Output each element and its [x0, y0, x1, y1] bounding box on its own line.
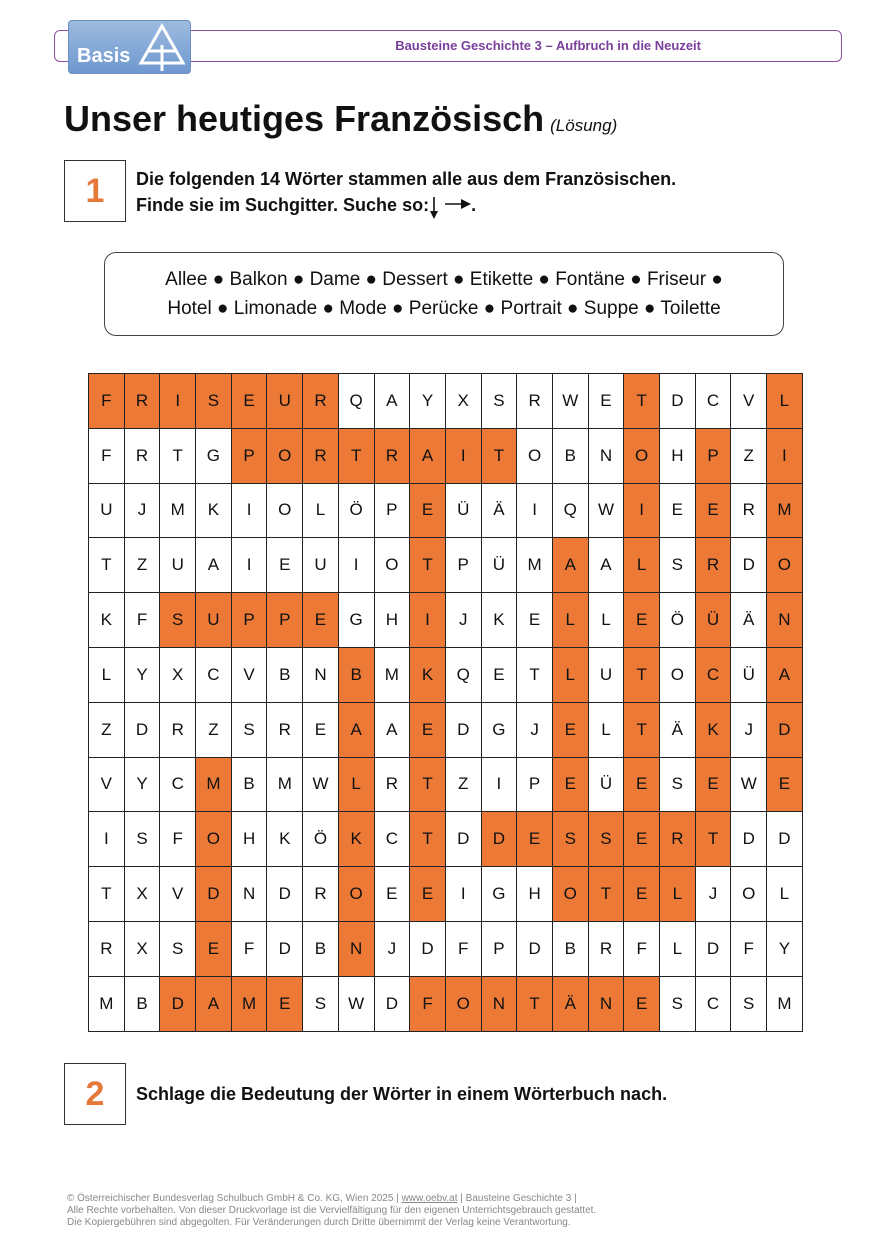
grid-cell: K — [338, 812, 374, 867]
grid-cell: E — [695, 757, 731, 812]
grid-cell: X — [445, 374, 481, 429]
grid-cell: F — [89, 374, 125, 429]
grid-cell: D — [695, 921, 731, 976]
grid-cell: A — [196, 538, 232, 593]
grid-cell: O — [767, 538, 803, 593]
task-1-number: 1 — [64, 160, 126, 222]
grid-cell: B — [552, 921, 588, 976]
grid-cell: M — [767, 976, 803, 1031]
grid-cell: I — [767, 428, 803, 483]
grid-cell: A — [552, 538, 588, 593]
grid-cell: P — [374, 483, 410, 538]
grid-cell: G — [196, 428, 232, 483]
grid-cell: Ü — [481, 538, 517, 593]
footer-line-1 — [67, 1193, 827, 1205]
grid-row — [89, 428, 803, 483]
grid-cell: E — [624, 812, 660, 867]
grid-cell: E — [767, 757, 803, 812]
grid-cell: S — [303, 976, 339, 1031]
grid-cell: D — [196, 867, 232, 922]
grid-cell: Q — [338, 374, 374, 429]
grid-cell: J — [445, 593, 481, 648]
grid-cell: I — [517, 483, 553, 538]
grid-cell: W — [588, 483, 624, 538]
grid-cell: Y — [124, 757, 160, 812]
grid-cell: A — [410, 428, 446, 483]
grid-cell: I — [231, 483, 267, 538]
grid-cell: F — [160, 812, 196, 867]
grid-row — [89, 483, 803, 538]
grid-cell: I — [410, 593, 446, 648]
grid-cell: K — [89, 593, 125, 648]
grid-cell: S — [124, 812, 160, 867]
grid-cell: D — [160, 976, 196, 1031]
task-1-text — [136, 166, 676, 219]
grid-cell: E — [303, 593, 339, 648]
basis-logo — [68, 20, 191, 74]
grid-row — [89, 538, 803, 593]
grid-cell: Y — [410, 374, 446, 429]
grid-cell: R — [303, 374, 339, 429]
grid-row — [89, 702, 803, 757]
grid-cell: T — [160, 428, 196, 483]
grid-cell: Ö — [660, 593, 696, 648]
grid-cell: V — [731, 374, 767, 429]
grid-cell: C — [374, 812, 410, 867]
grid-cell: P — [267, 593, 303, 648]
grid-cell: M — [517, 538, 553, 593]
grid-cell: T — [624, 647, 660, 702]
grid-cell: D — [731, 812, 767, 867]
grid-cell: D — [410, 921, 446, 976]
grid-cell: Q — [552, 483, 588, 538]
grid-cell: J — [374, 921, 410, 976]
grid-cell: F — [445, 921, 481, 976]
grid-cell: N — [588, 428, 624, 483]
grid-cell: T — [410, 538, 446, 593]
grid-cell: N — [481, 976, 517, 1031]
grid-cell: I — [338, 538, 374, 593]
grid-cell: D — [374, 976, 410, 1031]
grid-cell: E — [481, 647, 517, 702]
grid-cell: T — [588, 867, 624, 922]
grid-cell: U — [267, 374, 303, 429]
grid-cell: X — [124, 867, 160, 922]
grid-cell: O — [731, 867, 767, 922]
logo-text: Basis — [77, 45, 131, 67]
grid-cell: H — [374, 593, 410, 648]
arrow-right-icon — [445, 198, 471, 210]
grid-cell: R — [660, 812, 696, 867]
word-list-line-1: Allee ● Balkon ● Dame ● Dessert ● Etikette ● Fontäne ● Friseur ● — [165, 269, 723, 290]
grid-cell: D — [267, 921, 303, 976]
grid-cell: Z — [196, 702, 232, 757]
grid-cell: F — [731, 921, 767, 976]
grid-cell: N — [231, 867, 267, 922]
footer — [67, 1193, 827, 1229]
grid-cell: C — [695, 976, 731, 1031]
grid-cell: N — [338, 921, 374, 976]
grid-cell: D — [767, 702, 803, 757]
grid-cell: S — [160, 593, 196, 648]
grid-cell: F — [231, 921, 267, 976]
page-subtitle: (Lösung) — [550, 116, 618, 135]
grid-cell: R — [588, 921, 624, 976]
grid-cell: Ö — [338, 483, 374, 538]
grid-cell: D — [517, 921, 553, 976]
grid-row — [89, 647, 803, 702]
grid-cell: U — [303, 538, 339, 593]
grid-cell: H — [517, 867, 553, 922]
grid-cell: Ä — [481, 483, 517, 538]
grid-cell: U — [89, 483, 125, 538]
grid-row — [89, 867, 803, 922]
grid-cell: I — [445, 867, 481, 922]
triangle-logo-icon — [137, 23, 187, 73]
grid-cell: Ü — [695, 593, 731, 648]
grid-cell: E — [410, 867, 446, 922]
grid-cell: R — [124, 428, 160, 483]
grid-cell: U — [160, 538, 196, 593]
header-title: Bausteine Geschichte 3 – Aufbruch in die Neuzeit — [395, 38, 701, 53]
grid-cell: A — [338, 702, 374, 757]
grid-cell: O — [445, 976, 481, 1031]
footer-copyright: © Österreichischer Bundesverlag Schulbuch GmbH & Co. KG, Wien 2025 | — [67, 1193, 402, 1204]
grid-cell: B — [303, 921, 339, 976]
grid-row — [89, 812, 803, 867]
footer-line-3: Die Kopiergebühren sind abgegolten. Für Veränderungen durch Dritte übernimmt der Verlag keine Verantwortung. — [67, 1217, 571, 1228]
grid-cell: D — [267, 867, 303, 922]
grid-cell: F — [410, 976, 446, 1031]
grid-cell: I — [231, 538, 267, 593]
grid-cell: O — [374, 538, 410, 593]
grid-cell: F — [89, 428, 125, 483]
grid-cell: P — [231, 428, 267, 483]
page-title-text: Unser heutiges Französisch — [64, 98, 545, 139]
task-2-text: Schlage die Bedeutung der Wörter in einem Wörterbuch nach. — [136, 1084, 668, 1104]
grid-cell: E — [624, 757, 660, 812]
grid-cell: I — [89, 812, 125, 867]
grid-cell: M — [89, 976, 125, 1031]
grid-cell: G — [481, 867, 517, 922]
grid-cell: O — [517, 428, 553, 483]
grid-cell: D — [445, 702, 481, 757]
grid-cell: R — [89, 921, 125, 976]
grid-cell: D — [731, 538, 767, 593]
grid-cell: J — [695, 867, 731, 922]
grid-cell: E — [303, 702, 339, 757]
grid-cell: C — [196, 647, 232, 702]
grid-cell: M — [231, 976, 267, 1031]
grid-cell: K — [481, 593, 517, 648]
grid-cell: R — [374, 428, 410, 483]
grid-cell: P — [695, 428, 731, 483]
grid-cell: K — [267, 812, 303, 867]
grid-cell: Z — [89, 702, 125, 757]
grid-cell: L — [767, 867, 803, 922]
grid-cell: A — [588, 538, 624, 593]
grid-cell: U — [196, 593, 232, 648]
grid-cell: X — [160, 647, 196, 702]
grid-cell: E — [552, 757, 588, 812]
grid-cell: O — [267, 428, 303, 483]
grid-cell: T — [481, 428, 517, 483]
task-1-line-2 — [136, 192, 676, 219]
grid-cell: O — [338, 867, 374, 922]
grid-cell: Ä — [552, 976, 588, 1031]
grid-cell: T — [517, 976, 553, 1031]
grid-cell: L — [624, 538, 660, 593]
grid-cell: S — [196, 374, 232, 429]
grid-cell: E — [231, 374, 267, 429]
grid-cell: O — [267, 483, 303, 538]
grid-cell: M — [160, 483, 196, 538]
grid-cell: A — [374, 702, 410, 757]
grid-cell: E — [695, 483, 731, 538]
grid-cell: W — [552, 374, 588, 429]
grid-cell: E — [374, 867, 410, 922]
grid-cell: J — [517, 702, 553, 757]
grid-cell: T — [624, 702, 660, 757]
grid-cell: Ä — [660, 702, 696, 757]
grid-cell: S — [231, 702, 267, 757]
grid-cell: L — [660, 921, 696, 976]
grid-cell: R — [517, 374, 553, 429]
grid-cell: D — [445, 812, 481, 867]
grid-cell: E — [660, 483, 696, 538]
grid-cell: H — [231, 812, 267, 867]
grid-cell: A — [196, 976, 232, 1031]
grid-cell: K — [196, 483, 232, 538]
grid-cell: C — [695, 647, 731, 702]
grid-cell: B — [231, 757, 267, 812]
grid-cell: S — [481, 374, 517, 429]
arrow-down-icon — [429, 197, 439, 219]
grid-cell: M — [196, 757, 232, 812]
grid-cell: P — [481, 921, 517, 976]
grid-cell: F — [124, 593, 160, 648]
grid-cell: E — [624, 593, 660, 648]
grid-cell: R — [160, 702, 196, 757]
grid-row — [89, 374, 803, 429]
task-1-line-2-end: . — [471, 195, 477, 215]
grid-cell: J — [124, 483, 160, 538]
grid-cell: T — [695, 812, 731, 867]
grid-cell: L — [552, 593, 588, 648]
grid-cell: S — [552, 812, 588, 867]
grid-cell: E — [624, 867, 660, 922]
page-title — [64, 98, 617, 140]
grid-cell: D — [124, 702, 160, 757]
grid-cell: R — [303, 867, 339, 922]
grid-cell: E — [196, 921, 232, 976]
grid-cell: T — [624, 374, 660, 429]
grid-cell: S — [731, 976, 767, 1031]
grid-cell: P — [445, 538, 481, 593]
grid-cell: B — [552, 428, 588, 483]
grid-cell: R — [374, 757, 410, 812]
grid-cell: Z — [124, 538, 160, 593]
grid-cell: O — [660, 647, 696, 702]
grid-cell: E — [267, 538, 303, 593]
grid-cell: E — [588, 374, 624, 429]
grid-cell: Y — [124, 647, 160, 702]
grid-cell: E — [410, 702, 446, 757]
footer-line-2: Alle Rechte vorbehalten. Von dieser Druckvorlage ist die Vervielfältigung für den eigenen Unterrichtsgebrauch gestattet. — [67, 1205, 597, 1216]
footer-series: | Bausteine Geschichte 3 | — [457, 1193, 577, 1204]
grid-cell: I — [481, 757, 517, 812]
grid-cell: P — [231, 593, 267, 648]
grid-cell: L — [338, 757, 374, 812]
grid-cell: D — [660, 374, 696, 429]
grid-cell: N — [588, 976, 624, 1031]
grid-row — [89, 976, 803, 1031]
grid-cell: H — [660, 428, 696, 483]
grid-cell: D — [481, 812, 517, 867]
grid-cell: T — [410, 757, 446, 812]
grid-cell: S — [660, 757, 696, 812]
grid-cell: S — [160, 921, 196, 976]
grid-cell: M — [767, 483, 803, 538]
grid-cell: T — [338, 428, 374, 483]
grid-cell: O — [624, 428, 660, 483]
grid-cell: Ä — [731, 593, 767, 648]
grid-cell: M — [267, 757, 303, 812]
grid-cell: L — [588, 702, 624, 757]
grid-cell: Z — [445, 757, 481, 812]
grid-cell: E — [624, 976, 660, 1031]
task-1-line-1: Die folgenden 14 Wörter stammen alle aus dem Französischen. — [136, 169, 677, 189]
grid-cell: E — [410, 483, 446, 538]
grid-cell: S — [660, 976, 696, 1031]
grid-cell: L — [89, 647, 125, 702]
grid-cell: T — [89, 867, 125, 922]
task-1-line-2-text: Finde sie im Suchgitter. Suche so: — [136, 195, 430, 215]
grid-cell: X — [124, 921, 160, 976]
grid-cell: Z — [731, 428, 767, 483]
grid-cell: G — [481, 702, 517, 757]
grid-cell: W — [338, 976, 374, 1031]
grid-cell: I — [624, 483, 660, 538]
grid-cell: B — [338, 647, 374, 702]
word-list-line-2: Hotel ● Limonade ● Mode ● Perücke ● Portrait ● Suppe ● Toilette — [167, 298, 721, 319]
grid-cell: L — [588, 593, 624, 648]
grid-cell: A — [767, 647, 803, 702]
grid-cell: L — [660, 867, 696, 922]
grid-cell: R — [267, 702, 303, 757]
grid-cell: Q — [445, 647, 481, 702]
grid-cell: L — [303, 483, 339, 538]
grid-cell: O — [552, 867, 588, 922]
grid-cell: L — [552, 647, 588, 702]
grid-cell: C — [695, 374, 731, 429]
grid-cell: I — [160, 374, 196, 429]
grid-cell: N — [303, 647, 339, 702]
grid-row — [89, 593, 803, 648]
grid-cell: N — [767, 593, 803, 648]
grid-cell: A — [374, 374, 410, 429]
grid-cell: S — [588, 812, 624, 867]
grid-cell: F — [624, 921, 660, 976]
grid-cell: I — [445, 428, 481, 483]
grid-cell: L — [767, 374, 803, 429]
grid-cell: K — [410, 647, 446, 702]
grid-cell: R — [695, 538, 731, 593]
word-search-grid — [88, 373, 803, 1032]
grid-cell: O — [196, 812, 232, 867]
grid-cell: E — [517, 593, 553, 648]
grid-row — [89, 757, 803, 812]
grid-cell: B — [124, 976, 160, 1031]
grid-cell: W — [303, 757, 339, 812]
grid-cell: R — [731, 483, 767, 538]
grid-cell: Ü — [731, 647, 767, 702]
grid-cell: R — [303, 428, 339, 483]
grid-cell: V — [89, 757, 125, 812]
grid-cell: B — [267, 647, 303, 702]
grid-cell: Ö — [303, 812, 339, 867]
grid-cell: U — [588, 647, 624, 702]
grid-cell: T — [410, 812, 446, 867]
grid-cell: T — [89, 538, 125, 593]
grid-cell: E — [267, 976, 303, 1031]
grid-cell: Ü — [445, 483, 481, 538]
grid-cell: V — [160, 867, 196, 922]
grid-cell: J — [731, 702, 767, 757]
grid-cell: R — [124, 374, 160, 429]
grid-row — [89, 921, 803, 976]
grid-cell: K — [695, 702, 731, 757]
grid-cell: Ü — [588, 757, 624, 812]
grid-cell: C — [160, 757, 196, 812]
grid-cell: Y — [767, 921, 803, 976]
grid-cell: W — [731, 757, 767, 812]
word-list-box — [104, 252, 784, 336]
grid-cell: V — [231, 647, 267, 702]
grid-cell: D — [767, 812, 803, 867]
grid-cell: S — [660, 538, 696, 593]
grid-cell: E — [517, 812, 553, 867]
grid-cell: M — [374, 647, 410, 702]
footer-link[interactable]: www.oebv.at — [401, 1193, 458, 1204]
grid-cell: G — [338, 593, 374, 648]
grid-cell: E — [552, 702, 588, 757]
task-2-number: 2 — [64, 1063, 126, 1125]
grid-cell: P — [517, 757, 553, 812]
grid-cell: T — [517, 647, 553, 702]
